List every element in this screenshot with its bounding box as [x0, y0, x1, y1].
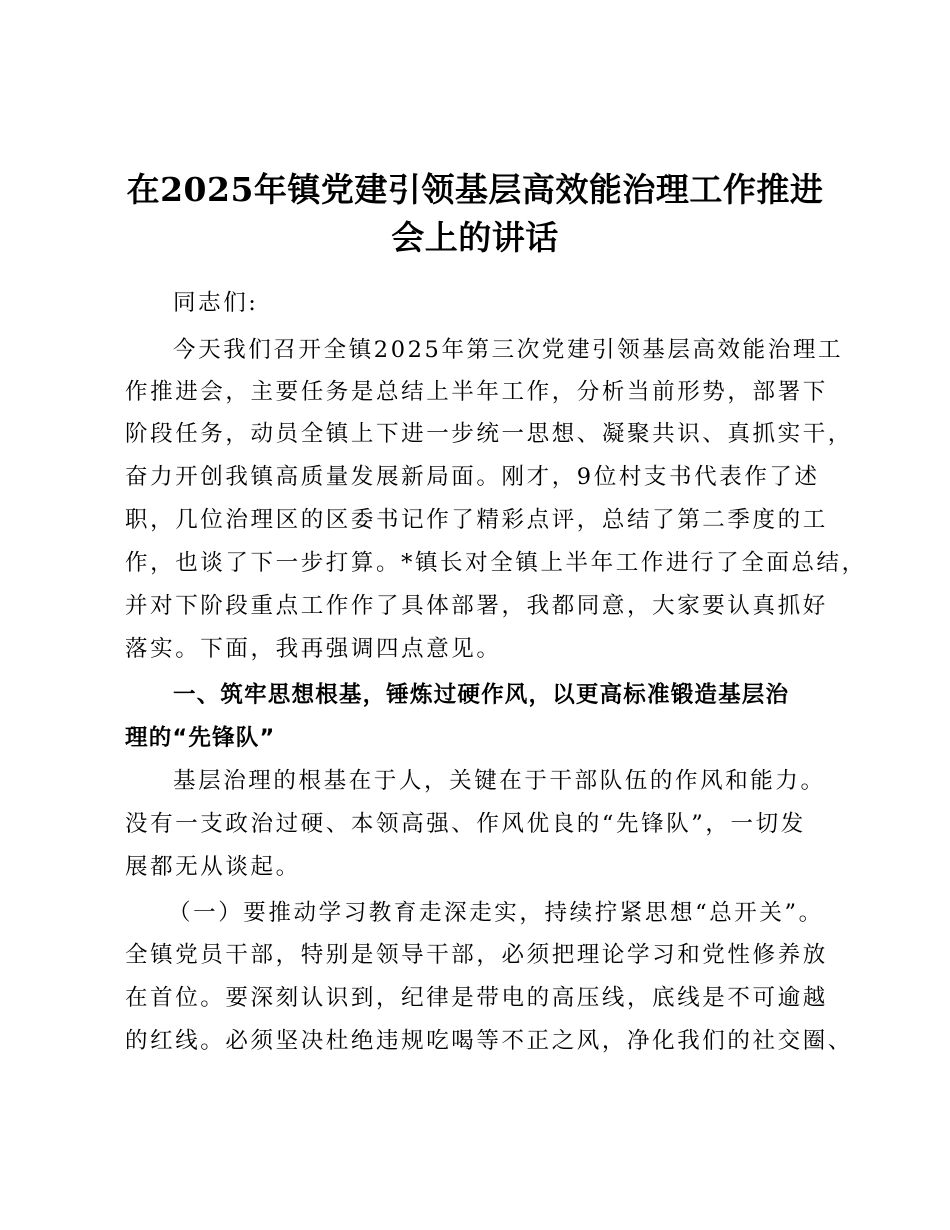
body-line: 基层治理的根基在于人，关键在于干部队伍的作风和能力。 [173, 768, 826, 794]
body-line: 的红线。必须坚决杜绝违规吃喝等不正之风，净化我们的社交圈、 [125, 1028, 853, 1054]
body-line: 没有一支政治过硬、本领高强、作风优良的“先锋队”，一切发 [125, 811, 806, 837]
body-line: 阶段任务，动员全镇上下进一步统一思想、凝聚共识、真抓实干， [125, 421, 853, 447]
body-line: 作，也谈了下一步打算。*镇长对全镇上半年工作进行了全面总结， [125, 550, 867, 576]
section-heading-line: 一、筑牢思想根基，锤炼过硬作风，以更高标准锻造基层治 [173, 682, 790, 708]
body-line: 全镇党员干部，特别是领导干部，必须把理论学习和党性修养放 [125, 942, 828, 968]
document-title-line-2: 会上的讲话 [391, 218, 559, 257]
body-line: 作推进会，主要任务是总结上半年工作，分析当前形势，部署下 [125, 379, 828, 405]
salutation: 同志们: [173, 290, 259, 316]
body-line: 今天我们召开全镇2025年第三次党建引领基层高效能治理工 [173, 337, 844, 363]
body-line: 职，几位治理区的区委书记作了精彩点评，总结了第二季度的工 [125, 507, 828, 533]
body-line: 展都无从谈起。 [125, 854, 301, 880]
subsection-line: （一）要推动学习教育走深走实，持续拧紧思想“总开关”。 [168, 900, 824, 926]
document-title-line-1: 在2025年镇党建引领基层高效能治理工作推进 [126, 170, 824, 209]
body-line: 落实。下面，我再强调四点意见。 [125, 636, 502, 662]
body-line: 奋力开创我镇高质量发展新局面。刚才，9位村支书代表作了述 [125, 464, 820, 490]
section-heading-line: 理的“先锋队” [125, 725, 276, 751]
body-line: 在首位。要深刻认识到，纪律是带电的高压线，底线是不可逾越 [125, 985, 828, 1011]
body-line: 并对下阶段重点工作作了具体部署，我都同意，大家要认真抓好 [125, 593, 828, 619]
